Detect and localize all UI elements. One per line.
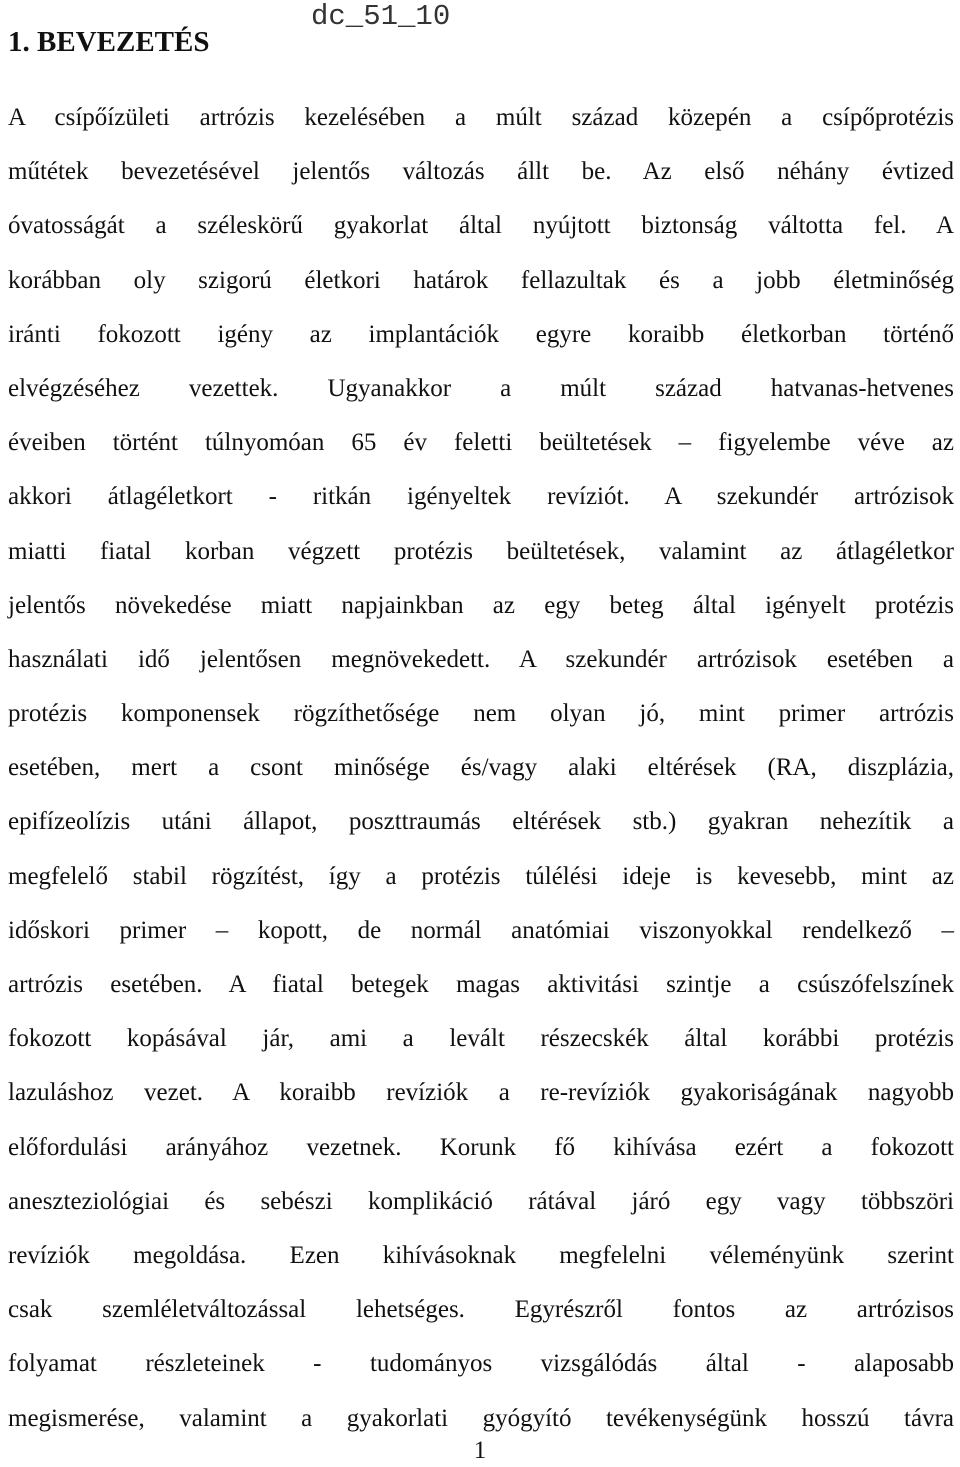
text-line: lazuláshoz vezet. A koraibb revíziók a re-revíziók gyakoriságának nagyobb — [8, 1079, 954, 1107]
text-line: aneszteziológiai és sebészi komplikáció rátával járó egy vagy többszöri — [8, 1187, 954, 1215]
text-line: fokozott kopásával jár, ami a levált részecskék által korábbi protézis — [8, 1025, 954, 1053]
document-id: dc_51_10 — [311, 0, 451, 33]
page-number: 1 — [473, 1437, 487, 1464]
text-line: esetében, mert a csont minősége és/vagy alaki eltérések (RA, diszplázia, — [8, 754, 954, 782]
text-line: jelentős növekedése miatt napjainkban az egy beteg által igényelt protézis — [8, 591, 954, 619]
section-heading: 1. BEVEZETÉS — [8, 26, 210, 58]
text-line: óvatosságát a széleskörű gyakorlat által nyújtott biztonság váltotta fel. A — [8, 212, 954, 240]
text-line: epifízeolízis utáni állapot, poszttraumás eltérések stb.) gyakran nehezítik a — [8, 808, 954, 836]
text-line: előfordulási arányához vezetnek. Korunk fő kihívása ezért a fokozott — [8, 1133, 954, 1161]
text-line: műtétek bevezetésével jelentős változás állt be. Az első néhány évtized — [8, 158, 954, 186]
text-line: akkori átlagéletkort - ritkán igényeltek revíziót. A szekundér artrózisok — [8, 483, 954, 511]
text-line: protézis komponensek rögzíthetősége nem olyan jó, mint primer artrózis — [8, 700, 954, 728]
text-line: artrózis esetében. A fiatal betegek magas aktivitási szintje a csúszófelszínek — [8, 971, 954, 998]
text-line: időskori primer – kopott, de normál anatómiai viszonyokkal rendelkező – — [8, 916, 954, 944]
text-line: csak szemléletváltozással lehetséges. Egyrészről fontos az artrózisos — [8, 1296, 954, 1324]
body-paragraph — [8, 91, 954, 1446]
text-line: megfelelő stabil rögzítést, így a protézis túlélési ideje is kevesebb, mint az — [8, 862, 954, 890]
text-line: miatti fiatal korban végzett protézis beültetések, valamint az átlagéletkor — [8, 537, 954, 565]
text-line: korábban oly szigorú életkori határok fellazultak és a jobb életminőség — [8, 266, 954, 294]
text-line: revíziók megoldása. Ezen kihívásoknak megfelelni véleményünk szerint — [8, 1241, 954, 1269]
text-line: éveiben történt túlnyomóan 65 év feletti beültetések – figyelembe véve az — [8, 429, 954, 457]
text-line: használati idő jelentősen megnövekedett. A szekundér artrózisok esetében a — [8, 645, 954, 673]
text-line: iránti fokozott igény az implantációk egyre koraibb életkorban történő — [8, 320, 954, 348]
text-line: folyamat részleteinek - tudományos vizsgálódás által - alaposabb — [8, 1350, 954, 1378]
text-line: A csípőízületi artrózis kezelésében a múlt század közepén a csípőprotézis — [8, 104, 954, 131]
text-line: megismerése, valamint a gyakorlati gyógyító tevékenységünk hosszú távra — [8, 1404, 954, 1432]
text-line: elvégzéséhez vezettek. Ugyanakkor a múlt század hatvanas-hetvenes — [8, 374, 954, 402]
